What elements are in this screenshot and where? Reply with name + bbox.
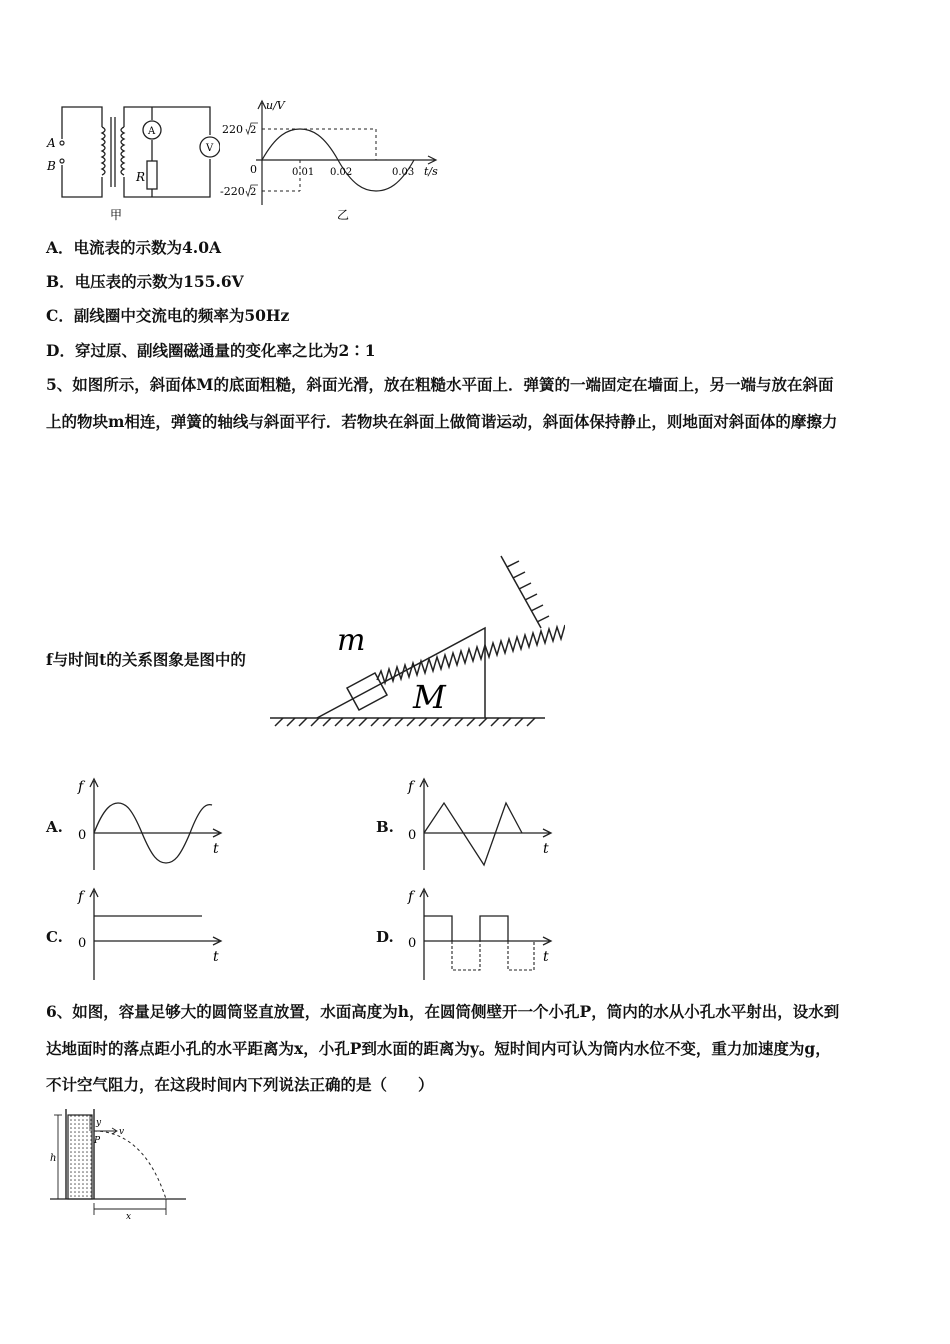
cylinder-h-label: h (50, 1153, 57, 1164)
q4-option-d: D．穿过原、副线圈磁通量的变化率之比为2∶1 (46, 341, 376, 360)
graph-xtick-2: 0.03 (392, 167, 415, 178)
circuit-figure-jia (40, 95, 220, 225)
graph-d-t: t (543, 949, 549, 965)
q4-option-a: A．电流表的示数为4.0A (46, 238, 222, 257)
graph-ymin-sqrt: 2 (250, 187, 257, 198)
incline-mass-label: M (413, 678, 446, 716)
graph-c-t: t (213, 949, 219, 965)
graph-b-t: t (543, 841, 549, 857)
voltmeter-label: V (206, 143, 214, 154)
graph-c-letter: C. (46, 928, 63, 946)
graph-a-sine (70, 775, 230, 875)
block-mass-label: m (337, 623, 366, 658)
graph-b-triangle (400, 775, 560, 875)
graph-a-t: t (213, 841, 219, 857)
graph-c-constant (70, 885, 230, 985)
graph-a-letter: A. (46, 818, 63, 836)
graph-b-letter: B. (376, 818, 394, 836)
q6-line-1: 6、如图，容量足够大的圆筒竖直放置，水面高度为h，在圆筒侧壁开一个小孔P，筒内的水从小孔水平射出，设水到 (46, 1002, 840, 1021)
cylinder-figure (46, 1103, 196, 1221)
graph-d-f: f (408, 889, 414, 905)
q6-line-3: 不计空气阻力，在这段时间内下列说法正确的是（ ） (46, 1075, 434, 1094)
q6-line-2: 达地面时的落点距小孔的水平距离为x，小孔P到水面的距离为y。短时间内可认为筒内水位不变，重力加速度为g， (46, 1039, 831, 1058)
graph-b-zero: 0 (408, 828, 417, 843)
q4-option-c: C．副线圈中交流电的频率为50Hz (46, 306, 290, 325)
cylinder-p-label: P (94, 1136, 101, 1146)
graph-ymax-sqrt: 2 (250, 125, 257, 136)
water-column (68, 1115, 92, 1199)
ammeter-label: A (148, 126, 156, 137)
terminal-b-label: B (47, 159, 56, 173)
cylinder-v-label: v (119, 1127, 125, 1137)
resistor-label: R (136, 170, 146, 184)
graph-a-zero: 0 (78, 828, 87, 843)
graph-ymin-label: -220 (220, 185, 245, 198)
graph-d-letter: D. (376, 928, 394, 946)
figure-jia-caption: 甲 (110, 208, 123, 222)
sine-curve-negative (220, 95, 450, 225)
terminal-a-label: A (47, 136, 56, 150)
cylinder-y-label: y (96, 1118, 102, 1128)
graph-xtick-1: 0.02 (330, 167, 353, 178)
graph-d-zero: 0 (408, 936, 417, 951)
graph-a-f: f (78, 779, 84, 795)
graph-c-zero: 0 (78, 936, 87, 951)
graph-xlabel: t/s (424, 165, 438, 178)
q5-line-3: f与时间t的关系图象是图中的 (46, 650, 246, 669)
graph-ylabel: u/V (266, 99, 285, 112)
q4-option-b: B．电压表的示数为155.6V (46, 272, 244, 291)
graph-origin-label: 0 (250, 163, 257, 176)
q5-line-1: 5、如图所示，斜面体M的底面粗糙，斜面光滑，放在粗糙水平面上．弹簧的一端固定在墙面上，另一端与放在斜面 (46, 375, 834, 394)
graph-xtick-0: 0.01 (292, 167, 315, 178)
q5-line-2: 上的物块m相连，弹簧的轴线与斜面平行．若物块在斜面上做简谐运动，斜面体保持静止，则地面对斜面体的摩擦力 (46, 412, 838, 431)
graph-d-square (400, 885, 560, 985)
graph-c-f: f (78, 889, 84, 905)
incline-spring-figure (265, 548, 565, 738)
graph-b-f: f (408, 779, 414, 795)
graph-ymax-label: 220 (222, 123, 243, 136)
figure-yi-caption: 乙 (337, 208, 350, 222)
cylinder-x-label: x (126, 1212, 132, 1221)
